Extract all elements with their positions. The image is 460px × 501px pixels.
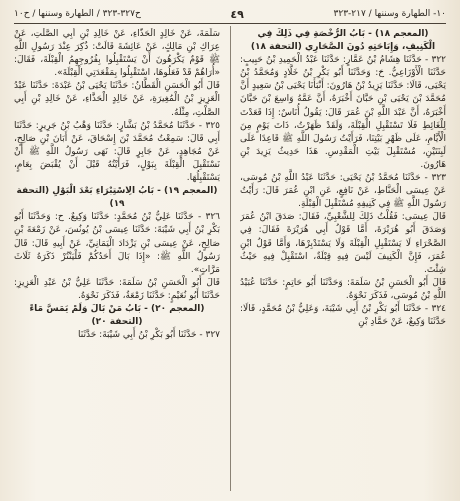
right-column xyxy=(240,28,446,495)
hadith-paragraph: سَلَمَةَ، عَنْ خَالِدٍ الْحَذَّاءِ، عَنْ خَالِدِ بْنِ أَبِي الصَّلْتِ، عَنْ عِرَاكِ بْنِ مَالِكٍ، عَنْ عَائِشَةَ قَالَتْ: ذُكِرَ عِنْدَ رَسُولِ اللَّهِ ﷺ قَوْمٌ يَكْرَهُونَ أَنْ يَسْتَقْبِلُوا بِفُرُوجِهِمُ الْقِبْلَةَ، فَقَالَ: «أُرَاهُمْ قَدْ فَعَلُوهَا، اسْتَقْبِلُوا بِمَقْعَدَتِي الْقِبْلَةَ». xyxy=(14,29,220,79)
hadith-paragraph: ٣٢٢ - حَدَّثَنَا هِشَامُ بْنُ عَمَّارٍ: حَدَّثَنَا عَبْدُ الْحَمِيدِ بْنُ حَبِيبٍ: حَدَّثَنَا الْأَوْزَاعِيُّ. حَ: وَحَدَّثَنَا أَبُو بَكْرِ بْنُ خَلَّادٍ وَمُحَمَّدُ بْنُ يَحْيَى، قَالَا: حَدَّثَنَا يَزِيدُ بْنُ هَارُونَ: أَنْبَأَنَا يَحْيَى بْنُ سَعِيدٍ أَنَّ مُحَمَّدَ بْنَ يَحْيَى بْنِ حَبَّانَ أَخْبَرَهُ، أَنَّ عَمَّهُ وَاسِعَ بْنَ حَبَّانَ أَخْبَرَهُ، أَنَّ عَبْدَ اللَّهِ بْنَ عُمَرَ قَالَ: يَقُولُ أُنَاسٌ: إِذَا قَعَدْتَ لِلْغَائِطِ فَلَا تَسْتَقْبِلِ الْقِبْلَةَ، وَلَقَدْ ظَهَرْتُ، ذَاتَ يَوْمٍ مِنَ الْأَيَّامِ، عَلَى ظَهْرِ بَيْتِنَا، فَرَأَيْتُ رَسُولَ اللَّهِ ﷺ قَاعِدًا عَلَى لَبِنَتَيْنِ، مُسْتَقْبِلَ بَيْتِ الْمَقْدِسِ. هَذَا حَدِيثُ يَزِيدَ بْنِ هَارُونَ. xyxy=(240,55,446,170)
running-title-left: ح٣٢٧-٣٢٣ / الطهارة وسننها / ح١٠ xyxy=(14,9,141,19)
hadith-paragraph: قَالَ أَبُو الْحَسَنِ الْقَطَّانُ: حَدَّثَنَا يَحْيَى بْنُ عَبْدَةَ: حَدَّثَنَا عَبْدُ الْعَزِيزِ بْنُ الْمُغِيرَةِ، عَنْ خَالِدٍ الْحَذَّاءِ، عَنْ خَالِدِ بْنِ أَبِي الصَّلْتِ، مِثْلَهُ. xyxy=(14,81,220,118)
hadith-paragraph: ٣٢٧ - حَدَّثَنَا أَبُو بَكْرِ بْنُ أَبِي شَيْبَةَ: حَدَّثَنَا xyxy=(78,330,220,341)
chapter-heading: (المعجم ١٩) - بَابُ الِاسْتِبْرَاءِ بَعْدَ الْبَوْلِ (التحفة ١٩) xyxy=(16,186,218,210)
hadith-paragraph: ٣٢٦ - حَدَّثَنَا عَلِيُّ بْنُ مُحَمَّدٍ: حَدَّثَنَا وَكِيعٌ. ح: وَحَدَّثَنَا أَبُو بَكْرِ بْنُ أَبِي شَيْبَةَ: حَدَّثَنَا عِيسَى بْنُ يُونُسَ، عَنْ زَمْعَةَ بْنِ صَالِحٍ، عَنْ عِيسَى بْنِ يَزْدَادَ الْيَمَانِيِّ، عَنْ أَبِيهِ قَالَ: قَالَ رَسُولُ اللَّهِ ﷺ: «إِذَا بَالَ أَحَدُكُمْ فَلْيَنْتُرْ ذَكَرَهُ ثَلَاثَ مَرَّاتٍ». xyxy=(14,212,220,275)
hadith-paragraph: ٣٢٥ - حَدَّثَنَا مُحَمَّدُ بْنُ بَشَّارٍ: حَدَّثَنَا وَهْبُ بْنُ جَرِيرٍ: حَدَّثَنَا أَبِي قَالَ: سَمِعْتُ مُحَمَّدَ بْنَ إِسْحَاقَ، عَنْ أَبَانَ بْنِ صَالِحٍ، عَنْ مُجَاهِدٍ، عَنْ جَابِرٍ قَالَ: نَهَى رَسُولُ اللَّهِ ﷺ أَنْ نَسْتَقْبِلَ الْقِبْلَةَ بِبَوْلٍ، فَرَأَيْتُهُ قَبْلَ أَنْ يُقْبَضَ بِعَامٍ، يَسْتَقْبِلُهَا. xyxy=(14,120,220,184)
hadith-paragraph: قَالَ أَبُو الْحَسَنِ بْنُ سَلَمَةَ: وَحَدَّثَنَا أَبُو حَاتِمٍ: حَدَّثَنَا عُبَيْدُ اللَّهِ بْنُ مُوسَى، فَذَكَرَ نَحْوَهُ. xyxy=(240,277,446,301)
left-column xyxy=(14,28,220,495)
column-separator xyxy=(230,26,231,491)
hadith-paragraph: قَالَ أَبُو الْحَسَنِ بْنُ سَلَمَةَ: حَدَّثَنَا عَلِيُّ بْنُ عَبْدِ الْعَزِيزِ: حَدَّثَنَا أَبُو نُعَيْمٍ: حَدَّثَنَا زَمْعَةُ، فَذَكَرَ نَحْوَهُ. xyxy=(14,277,220,301)
page-header xyxy=(14,6,446,22)
hadith-paragraph: قَالَ عِيسَى: فَقُلْتُ ذَلِكَ لِلشَّعْبِيِّ، فَقَالَ: صَدَقَ ابْنُ عُمَرَ وَصَدَقَ أَبُو هُرَيْرَةَ، أَمَّا قَوْلُ أَبِي هُرَيْرَةَ فَقَالَ: فِي الصَّحْرَاءِ لَا يَسْتَقْبِلِ الْقِبْلَةَ وَلَا يَسْتَدْبِرْهَا، وَأَمَّا قَوْلُ ابْنِ عُمَرَ، فَإِنَّ الْكَنِيفَ لَيْسَ فِيهِ قِبْلَةٌ، اسْتَقْبِلْ فِيهِ حَيْثُ شِئْتَ. xyxy=(240,212,446,275)
hadith-paragraph: ٣٢٤ - حَدَّثَنَا أَبُو بَكْرِ بْنُ أَبِي شَيْبَةَ، وَعَلِيُّ بْنُ مُحَمَّدٍ، قَالَا: حَدَّثَنَا وَكِيعٌ، عَنْ حَمَّادِ بْنِ xyxy=(240,303,446,328)
running-title-right: ١٠- الطهارة وسننها / ٢١٧-٣٢٣ xyxy=(333,9,446,19)
chapter-heading: (المعجم ٢٠) - بَابُ مَنْ بَالَ وَلَمْ يَمَسَّ مَاءً (التحفة ٢٠) xyxy=(29,303,205,328)
chapter-heading: (المعجم ١٨) - بَابُ الرُّخْصَةِ فِي ذَلِكَ فِي الْكَنِيفِ، وَإِبَاحَتِهِ دُونَ الصَّحَارِي (التحفة ١٨) xyxy=(250,29,436,53)
hadith-paragraph: ٣٢٣ - حَدَّثَنَا مُحَمَّدُ بْنُ يَحْيَى: حَدَّثَنَا عَبْدُ اللَّهِ بْنُ مُوسَى، عَنْ عِيسَى الْحَنَّاطِ، عَنْ نَافِعٍ، عَنِ ابْنِ عُمَرَ قَالَ: رَأَيْتُ رَسُولَ اللَّهِ ﷺ فِي كَنِيفِهِ مُسْتَقْبِلَ الْقِبْلَةِ. xyxy=(240,173,446,210)
header-rule xyxy=(14,23,446,24)
page-number: ٤٩ xyxy=(230,7,244,21)
